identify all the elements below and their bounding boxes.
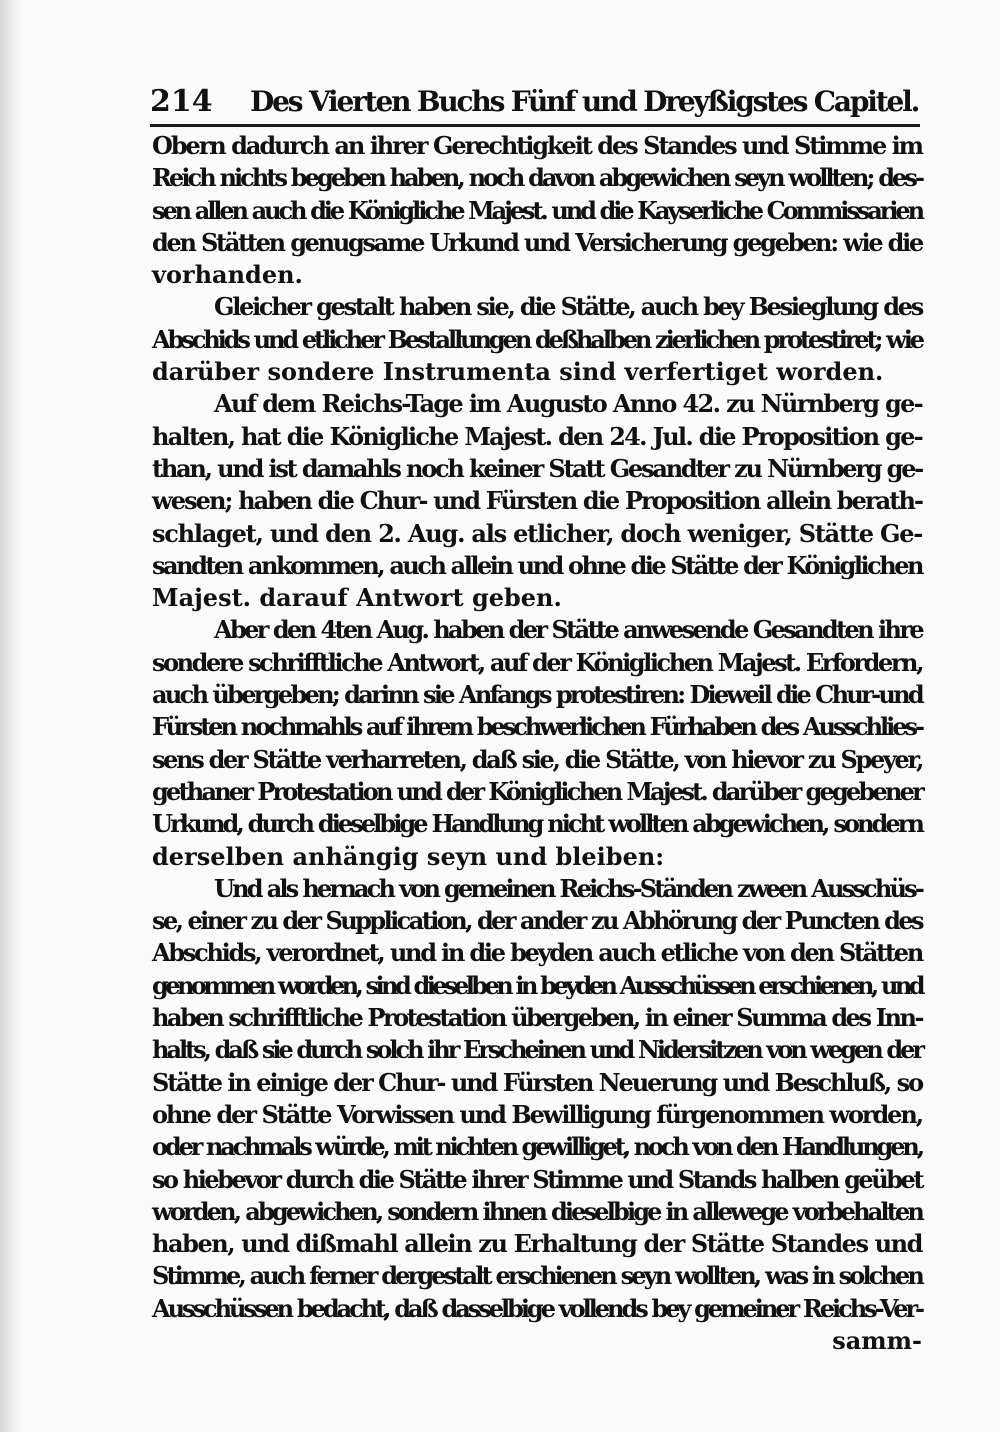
text-line: Abschids, verordnet, und in die beyden auch etliche von den Stätten — [152, 938, 922, 968]
text-line: Obern dadurch an ihrer Gerechtigkeit des Standes und Stimme im — [152, 131, 922, 160]
page-number: 214 — [150, 84, 213, 119]
paragraph-start-line: Und als hernach von gemeinen Reichs-Ständen zween Ausschüs- — [214, 873, 922, 903]
page-edge-shadow — [0, 0, 22, 1432]
text-line: oder nachmals würde, mit nichten gewilliget, noch von den Handlungen, — [152, 1132, 922, 1162]
text-line: Reich nichts begeben haben, noch davon abgewichen seyn wollten; des- — [152, 163, 922, 193]
text-line: genommen worden, sind dieselben in beyden Ausschüssen erschienen, und — [152, 970, 922, 1000]
text-line: Urkund, durch dieselbige Handlung nicht wollten abgewichen, sondern — [152, 809, 922, 839]
text-line: wesen; haben die Chur- und Fürsten die Proposition allein berath- — [152, 486, 922, 516]
text-line: haben, und dißmahl allein zu Erhaltung der Stätte Standes und — [152, 1229, 922, 1259]
text-line: schlaget, und den 2. Aug. als etlicher, doch weniger, Stätte Ge- — [152, 518, 922, 548]
text-line: Majest. darauf Antwort geben. — [152, 583, 562, 613]
text-line: sondere schrifftliche Antwort, auf der Königlichen Majest. Erfordern, — [152, 647, 922, 677]
text-line: vorhanden. — [152, 260, 303, 290]
text-line: Abschids und etlicher Bestallungen deßhalben zierlichen protestiret; wie — [152, 324, 922, 354]
running-head — [150, 82, 920, 122]
text-line: auch übergeben; darinn sie Anfangs protestiren: Dieweil die Chur-und — [152, 680, 922, 710]
text-line: darüber sondere Instrumenta sind verfertiget worden. — [152, 357, 884, 387]
body-text — [152, 130, 922, 1357]
text-line: gethaner Protestation und der Königlichen Majest. darüber gegebener — [152, 776, 922, 806]
text-line: derselben anhängig seyn und bleiben: — [152, 841, 665, 871]
text-line: haben schrifftliche Protestation übergeben, in einer Summa des Inn- — [152, 1003, 922, 1033]
text-line: Stätte in einige der Chur- und Fürsten Neuerung und Beschluß, so — [152, 1067, 922, 1097]
header-rule — [150, 124, 920, 127]
text-line: halten, hat die Königliche Majest. den 24. Jul. die Proposition ge- — [152, 421, 922, 451]
text-line: ohne der Stätte Vorwissen und Bewilligung fürgenommen worden, — [152, 1099, 922, 1129]
text-line: Fürsten nochmahls auf ihrem beschwerlichen Fürhaben des Ausschlies- — [152, 712, 922, 742]
text-line: se, einer zu der Supplication, der ander zu Abhörung der Puncten des — [152, 906, 922, 936]
text-line: sens der Stätte verharreten, daß sie, die Stätte, von hievor zu Speyer, — [152, 744, 922, 774]
catchword: samm- — [832, 1325, 922, 1355]
text-line: den Stätten genugsame Urkund und Versicherung gegeben: wie die — [152, 227, 922, 257]
text-line: halts, daß sie durch solch ihr Erscheinen und Nidersitzen von wegen der — [152, 1035, 922, 1065]
paragraph-start-line: Aber den 4ten Aug. haben der Stätte anwesende Gesandten ihre — [214, 615, 922, 645]
text-line: than, und ist damahls noch keiner Statt Gesandter zu Nürnberg ge- — [152, 453, 922, 483]
text-line: worden, abgewichen, sondern ihnen dieselbige in allewege vorbehalten — [152, 1196, 922, 1226]
text-line: so hiebevor durch die Stätte ihrer Stimme und Stands halben geübet — [152, 1164, 922, 1194]
text-line: Stimme, auch ferner dergestalt erschienen seyn wollten, was in solchen — [152, 1261, 922, 1291]
paragraph-start-line: Gleicher gestalt haben sie, die Stätte, auch bey Besieglung des — [214, 292, 922, 322]
text-line: sandten ankommen, auch allein und ohne die Stätte der Königlichen — [152, 550, 922, 580]
paragraph-start-line: Auf dem Reichs-Tage im Augusto Anno 42. zu Nürnberg ge- — [214, 389, 922, 419]
text-line: sen allen auch die Königliche Majest. und die Kayserliche Commissarien — [152, 195, 922, 225]
text-line: Ausschüssen bedacht, daß dasselbige vollends bey gemeiner Reichs-Ver- — [152, 1293, 922, 1323]
running-title: Des Vierten Buchs Fünf und Dreyßigstes Capitel. — [250, 85, 919, 118]
